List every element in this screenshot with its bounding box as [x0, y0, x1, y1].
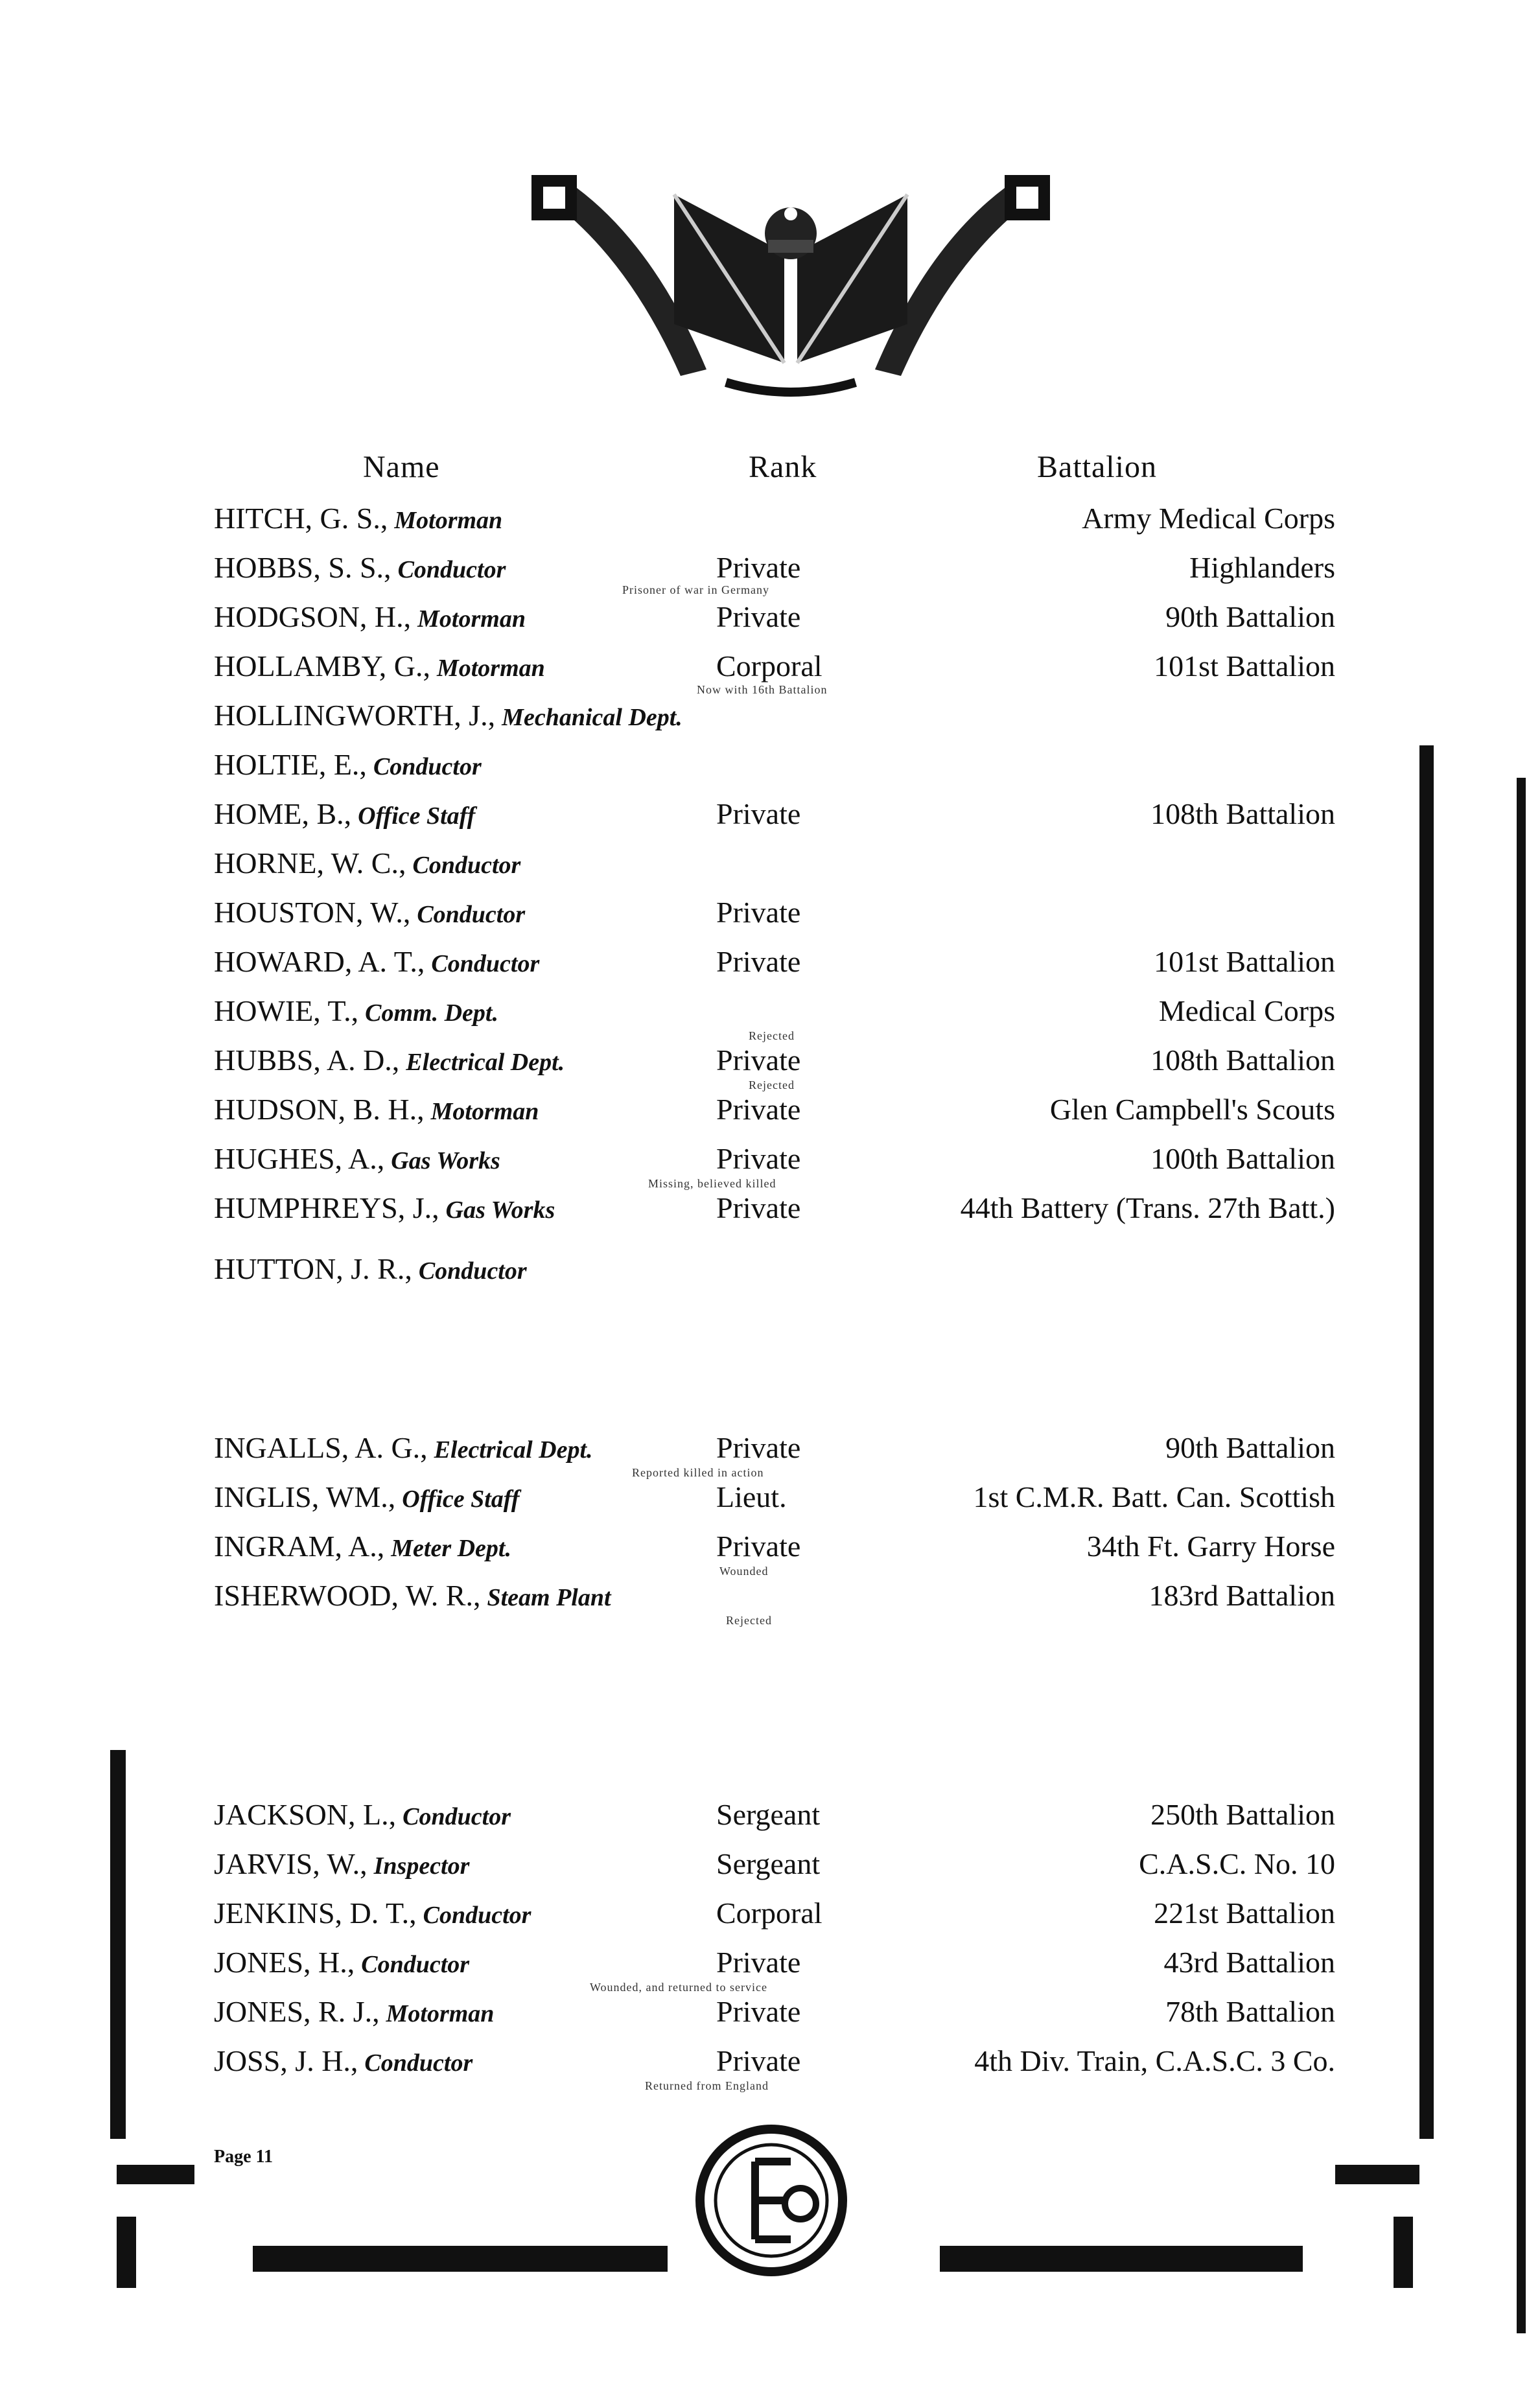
rank: Private	[716, 600, 801, 633]
service-note: Missing, believed killed	[648, 1177, 776, 1190]
table-row	[214, 1134, 1335, 1184]
table-row	[214, 1938, 1335, 1987]
column-header-rank: Rank	[749, 450, 817, 484]
service-note: Now with 16th Battalion	[697, 683, 828, 696]
table-row	[214, 1184, 1335, 1233]
table-row	[214, 839, 1335, 888]
soldier-name: HOBBS, S. S.,	[214, 551, 391, 584]
right-border	[1419, 745, 1434, 2139]
rank: Private	[716, 1093, 801, 1126]
soldier-name: ISHERWOOD, W. R.,	[214, 1579, 481, 1612]
department: Motorman	[430, 1098, 539, 1125]
battalion: 1st C.M.R. Batt. Can. Scottish	[973, 1480, 1335, 1513]
table-row	[214, 789, 1335, 839]
battalion: 90th Battalion	[1165, 600, 1335, 633]
service-note: Rejected	[749, 1029, 795, 1042]
table-row	[214, 1790, 1335, 1839]
soldier-name: HUTTON, J. R.,	[214, 1252, 412, 1285]
department: Conductor	[418, 1257, 527, 1285]
service-note: Rejected	[726, 1614, 772, 1627]
service-note: Reported killed in action	[632, 1466, 764, 1479]
rank: Corporal	[716, 649, 822, 682]
rank: Private	[716, 1044, 801, 1077]
table-row	[214, 740, 1335, 789]
soldier-name: HOLLINGWORTH, J.,	[214, 699, 496, 732]
department: Motorman	[436, 655, 545, 682]
soldier-name: HITCH, G. S.,	[214, 502, 388, 535]
soldier-name: HOLTIE, E.,	[214, 748, 367, 781]
department: Conductor	[423, 1902, 531, 1929]
battalion: C.A.S.C. No. 10	[1139, 1847, 1335, 1880]
bottom-corner-right	[1394, 2217, 1413, 2288]
rank: Private	[716, 551, 801, 584]
table-row	[214, 888, 1335, 937]
department: Conductor	[417, 901, 526, 928]
soldier-name: JOSS, J. H.,	[214, 2044, 358, 2077]
soldier-name: HOLLAMBY, G.,	[214, 649, 430, 682]
battalion: 43rd Battalion	[1163, 1946, 1335, 1979]
rank: Private	[716, 1142, 801, 1175]
rank: Private	[716, 896, 801, 929]
rank: Private	[716, 1995, 801, 2028]
battalion: 101st Battalion	[1154, 945, 1335, 978]
soldier-name: HOME, B.,	[214, 797, 352, 830]
rank: Private	[716, 1191, 801, 1224]
battalion: 108th Battalion	[1150, 1044, 1335, 1077]
rank: Private	[716, 1530, 801, 1563]
table-row	[214, 1522, 1335, 1571]
table-row	[214, 1036, 1335, 1085]
rank: Private	[716, 1431, 801, 1464]
soldier-name: JONES, H.,	[214, 1946, 355, 1979]
soldier-name: JENKINS, D. T.,	[214, 1896, 417, 1930]
bottom-border-right	[940, 2246, 1303, 2272]
rank: Lieut.	[716, 1480, 787, 1513]
table-row	[214, 1423, 1335, 1473]
rank: Corporal	[716, 1896, 822, 1930]
page-number: Page 11	[214, 2147, 273, 2167]
department: Conductor	[431, 950, 540, 977]
table-row	[214, 1889, 1335, 1938]
battalion: 4th Div. Train, C.A.S.C. 3 Co.	[974, 2044, 1335, 2077]
department: Steam Plant	[487, 1584, 611, 1611]
company-monogram-seal	[694, 2123, 849, 2278]
soldier-name: HUMPHREYS, J.,	[214, 1191, 439, 1224]
left-border	[110, 1750, 126, 2139]
table-row	[214, 1571, 1335, 1620]
table-row	[214, 1839, 1335, 1889]
soldier-name: INGRAM, A.,	[214, 1530, 385, 1563]
department: Motorman	[417, 605, 526, 633]
department: Gas Works	[391, 1147, 500, 1174]
department: Office Staff	[402, 1486, 520, 1513]
soldier-name: HUDSON, B. H.,	[214, 1093, 425, 1126]
table-row	[214, 543, 1335, 592]
department: Electrical Dept.	[406, 1049, 565, 1076]
rank: Private	[716, 945, 801, 978]
battalion: 78th Battalion	[1165, 1995, 1335, 2028]
rank: Sergeant	[716, 1798, 821, 1831]
soldier-name: JACKSON, L.,	[214, 1798, 397, 1831]
far-right-edge	[1517, 778, 1526, 2333]
bottom-corner-left	[117, 2217, 136, 2288]
battalion: Highlanders	[1189, 551, 1335, 584]
table-row	[214, 986, 1335, 1036]
rank: Private	[716, 797, 801, 830]
table-row	[214, 494, 1335, 543]
soldier-name: HODGSON, H.,	[214, 600, 412, 633]
column-header-battalion: Battalion	[1037, 450, 1157, 484]
battalion: 221st Battalion	[1154, 1896, 1335, 1930]
battalion: Army Medical Corps	[1082, 502, 1335, 535]
table-row	[214, 1085, 1335, 1134]
service-note: Wounded, and returned to service	[590, 1981, 767, 1994]
soldier-name: INGLIS, WM.,	[214, 1480, 396, 1513]
battalion: 108th Battalion	[1150, 797, 1335, 830]
crown-flags-emblem	[512, 156, 1069, 415]
department: Conductor	[402, 1803, 511, 1830]
corner-ornament-left	[117, 2165, 194, 2184]
soldier-name: HORNE, W. C.,	[214, 846, 406, 880]
rank: Sergeant	[716, 1847, 821, 1880]
soldier-name: JONES, R. J.,	[214, 1995, 380, 2028]
department: Conductor	[364, 2049, 473, 2077]
department: Office Staff	[358, 802, 476, 830]
department: Mechanical Dept.	[502, 704, 682, 731]
soldier-name: JARVIS, W.,	[214, 1847, 368, 1880]
battalion: 34th Ft. Garry Horse	[1086, 1530, 1335, 1563]
battalion: 250th Battalion	[1150, 1798, 1335, 1831]
bottom-border-left	[253, 2246, 668, 2272]
department: Conductor	[373, 753, 482, 780]
department: Gas Works	[445, 1196, 555, 1224]
department: Motorman	[394, 507, 503, 534]
department: Conductor	[412, 852, 521, 879]
soldier-name: HOWIE, T.,	[214, 994, 359, 1027]
table-row	[214, 592, 1335, 642]
department: Comm. Dept.	[365, 999, 498, 1027]
battalion: Medical Corps	[1158, 994, 1335, 1027]
table-row	[214, 937, 1335, 986]
battalion: 100th Battalion	[1150, 1142, 1335, 1175]
service-note: Prisoner of war in Germany	[622, 583, 769, 596]
battalion: Glen Campbell's Scouts	[1049, 1093, 1335, 1126]
rank: Private	[716, 1946, 801, 1979]
department: Meter Dept.	[391, 1535, 511, 1562]
soldier-name: HOWARD, A. T.,	[214, 945, 425, 978]
table-row	[214, 1244, 1335, 1294]
battalion: 90th Battalion	[1165, 1431, 1335, 1464]
column-header-name: Name	[363, 450, 440, 484]
department: Electrical Dept.	[434, 1436, 593, 1464]
table-row	[214, 691, 1335, 740]
department: Inspector	[373, 1852, 470, 1880]
department: Motorman	[386, 2000, 495, 2027]
department: Conductor	[361, 1951, 470, 1978]
soldier-name: INGALLS, A. G.,	[214, 1431, 428, 1464]
soldier-name: HUBBS, A. D.,	[214, 1044, 400, 1077]
battalion: 44th Battery (Trans. 27th Batt.)	[960, 1191, 1335, 1224]
corner-ornament-right	[1335, 2165, 1419, 2184]
soldier-name: HUGHES, A.,	[214, 1142, 385, 1175]
table-row	[214, 1473, 1335, 1522]
service-note: Wounded	[719, 1565, 769, 1578]
service-note: Rejected	[749, 1079, 795, 1091]
soldier-name: HOUSTON, W.,	[214, 896, 411, 929]
department: Conductor	[397, 556, 506, 583]
battalion: 101st Battalion	[1154, 649, 1335, 682]
service-note: Returned from England	[645, 2079, 769, 2092]
battalion: 183rd Battalion	[1149, 1579, 1335, 1612]
rank: Private	[716, 2044, 801, 2077]
table-row	[214, 2036, 1335, 2086]
table-row	[214, 1987, 1335, 2036]
